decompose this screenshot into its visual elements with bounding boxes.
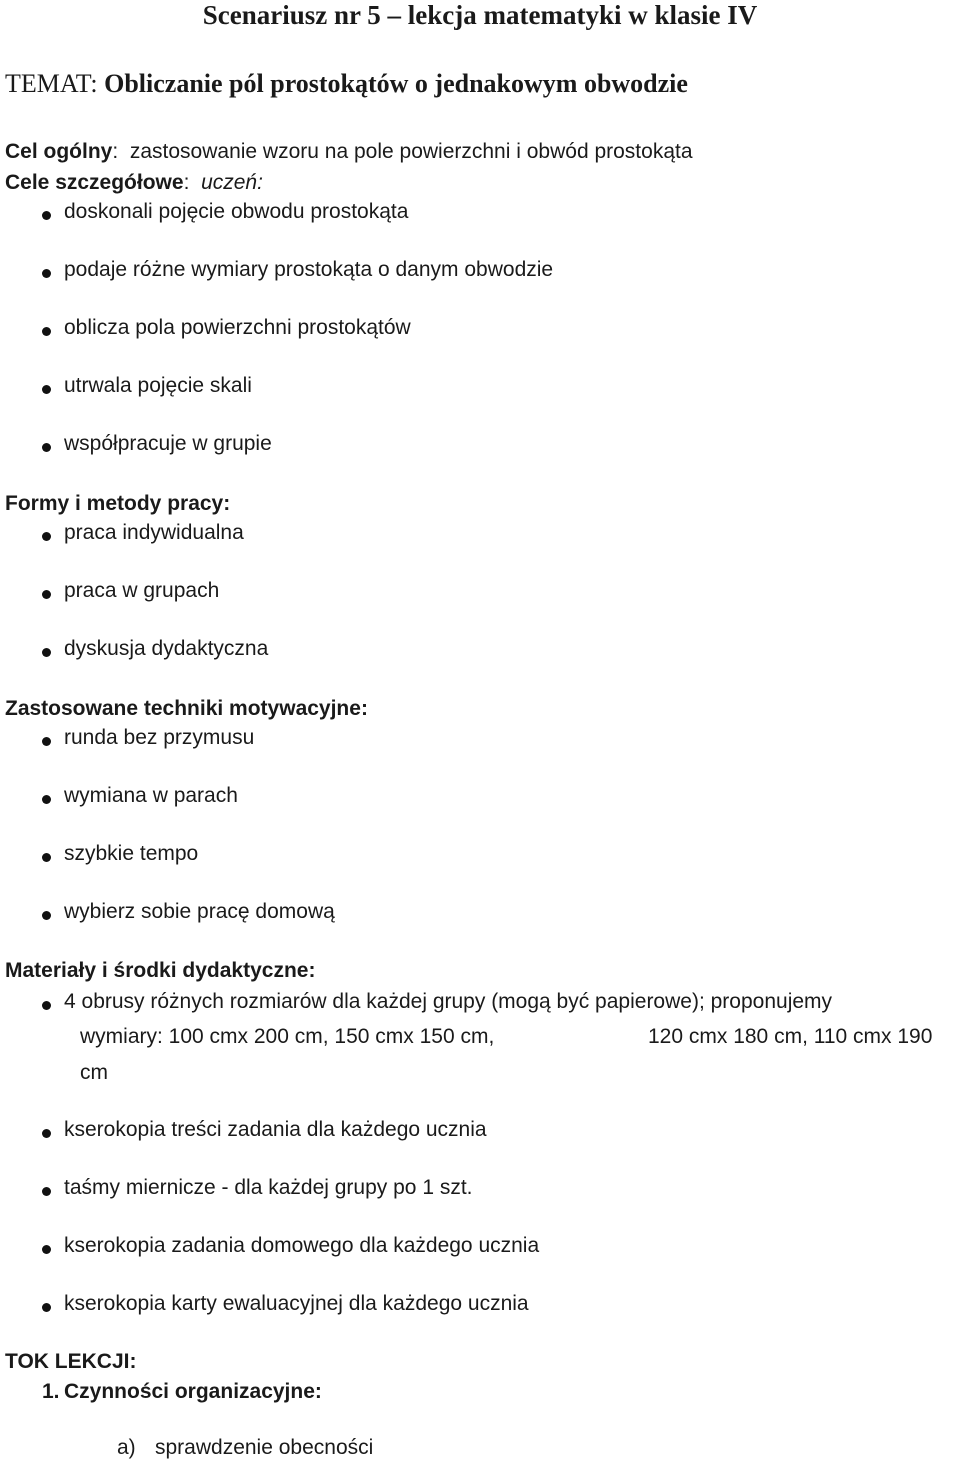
bullet-icon xyxy=(42,1187,51,1196)
lesson-topic xyxy=(5,69,688,99)
document-title: Scenariusz nr 5 – lekcja matematyki w klasie IV xyxy=(202,0,758,30)
detailed-goals-separator: : xyxy=(183,171,190,194)
sub-item-text: sprawdzenie obecności xyxy=(155,1436,374,1459)
bullet-icon xyxy=(42,532,51,541)
topic-label: TEMAT xyxy=(5,69,91,98)
detailed-goals-label: Cele szczegółowe xyxy=(5,171,184,194)
general-goal xyxy=(5,140,693,164)
bullet-icon xyxy=(42,648,51,657)
list-item-text: praca w grupach xyxy=(64,579,220,602)
list-item-text: szybkie tempo xyxy=(64,842,199,865)
motivation-techniques-heading: Zastosowane techniki motywacyjne: xyxy=(5,697,368,720)
list-item-text: wymiana w parach xyxy=(64,784,238,807)
bullet-icon xyxy=(42,737,51,746)
lesson-course-heading: TOK LEKCJI: xyxy=(5,1350,137,1373)
list-item-text: utrwala pojęcie skali xyxy=(64,374,252,397)
detailed-goals-heading xyxy=(5,171,263,195)
materials-dimensions-part1: wymiary: 100 cmx 200 cm, 150 cmx 150 cm, xyxy=(80,1025,495,1048)
list-item-text: runda bez przymusu xyxy=(64,726,255,749)
topic-text: Obliczanie pól prostokątów o jednakowym obwodzie xyxy=(104,69,688,98)
list-item-text: oblicza pola powierzchni prostokątów xyxy=(64,316,411,339)
bullet-icon xyxy=(42,1001,51,1010)
bullet-icon xyxy=(42,269,51,278)
bullet-icon xyxy=(42,211,51,220)
list-item-text: kserokopia karty ewaluacyjnej dla każdego ucznia xyxy=(64,1292,529,1315)
list-item-text: podaje różne wymiary prostokąta o danym obwodzie xyxy=(64,258,554,281)
list-item-text: dyskusja dydaktyczna xyxy=(64,637,269,660)
list-item-text: wybierz sobie pracę domową xyxy=(64,900,335,923)
list-item-text: doskonali pojęcie obwodu prostokąta xyxy=(64,200,409,223)
bullet-icon xyxy=(42,1245,51,1254)
section-number: 1. xyxy=(42,1380,60,1403)
general-goal-label: Cel ogólny xyxy=(5,140,113,163)
list-item-text: praca indywidualna xyxy=(64,521,244,544)
list-item-text: kserokopia zadania domowego dla każdego ucznia xyxy=(64,1234,540,1257)
list-item-text: 4 obrusy różnych rozmiarów dla każdej grupy (mogą być papierowe); proponujemy xyxy=(64,990,833,1013)
bullet-icon xyxy=(42,385,51,394)
general-goal-text: zastosowanie wzoru na pole powierzchni i obwód prostokąta xyxy=(129,140,693,163)
bullet-icon xyxy=(42,443,51,452)
list-item-text: współpracuje w grupie xyxy=(64,432,272,455)
bullet-icon xyxy=(42,1303,51,1312)
list-item-text: taśmy miernicze - dla każdej grupy po 1 szt. xyxy=(64,1176,473,1199)
topic-separator: : xyxy=(90,69,98,98)
sub-item-letter: a) xyxy=(117,1436,136,1459)
section-title: Czynności organizacyjne: xyxy=(64,1380,322,1403)
materials-dimensions-unit: cm xyxy=(80,1061,108,1084)
bullet-icon xyxy=(42,853,51,862)
detailed-goals-subject: uczeń: xyxy=(201,171,263,194)
bullet-icon xyxy=(42,590,51,599)
materials-heading: Materiały i środki dydaktyczne: xyxy=(5,959,316,982)
bullet-icon xyxy=(42,327,51,336)
materials-dimensions-part2: 120 cmx 180 cm, 110 cmx 190 xyxy=(648,1025,933,1048)
general-goal-separator: : xyxy=(112,140,119,163)
bullet-icon xyxy=(42,1129,51,1138)
bullet-icon xyxy=(42,911,51,920)
bullet-icon xyxy=(42,795,51,804)
work-forms-heading: Formy i metody pracy: xyxy=(5,492,231,515)
list-item-text: kserokopia treści zadania dla każdego ucznia xyxy=(64,1118,487,1141)
